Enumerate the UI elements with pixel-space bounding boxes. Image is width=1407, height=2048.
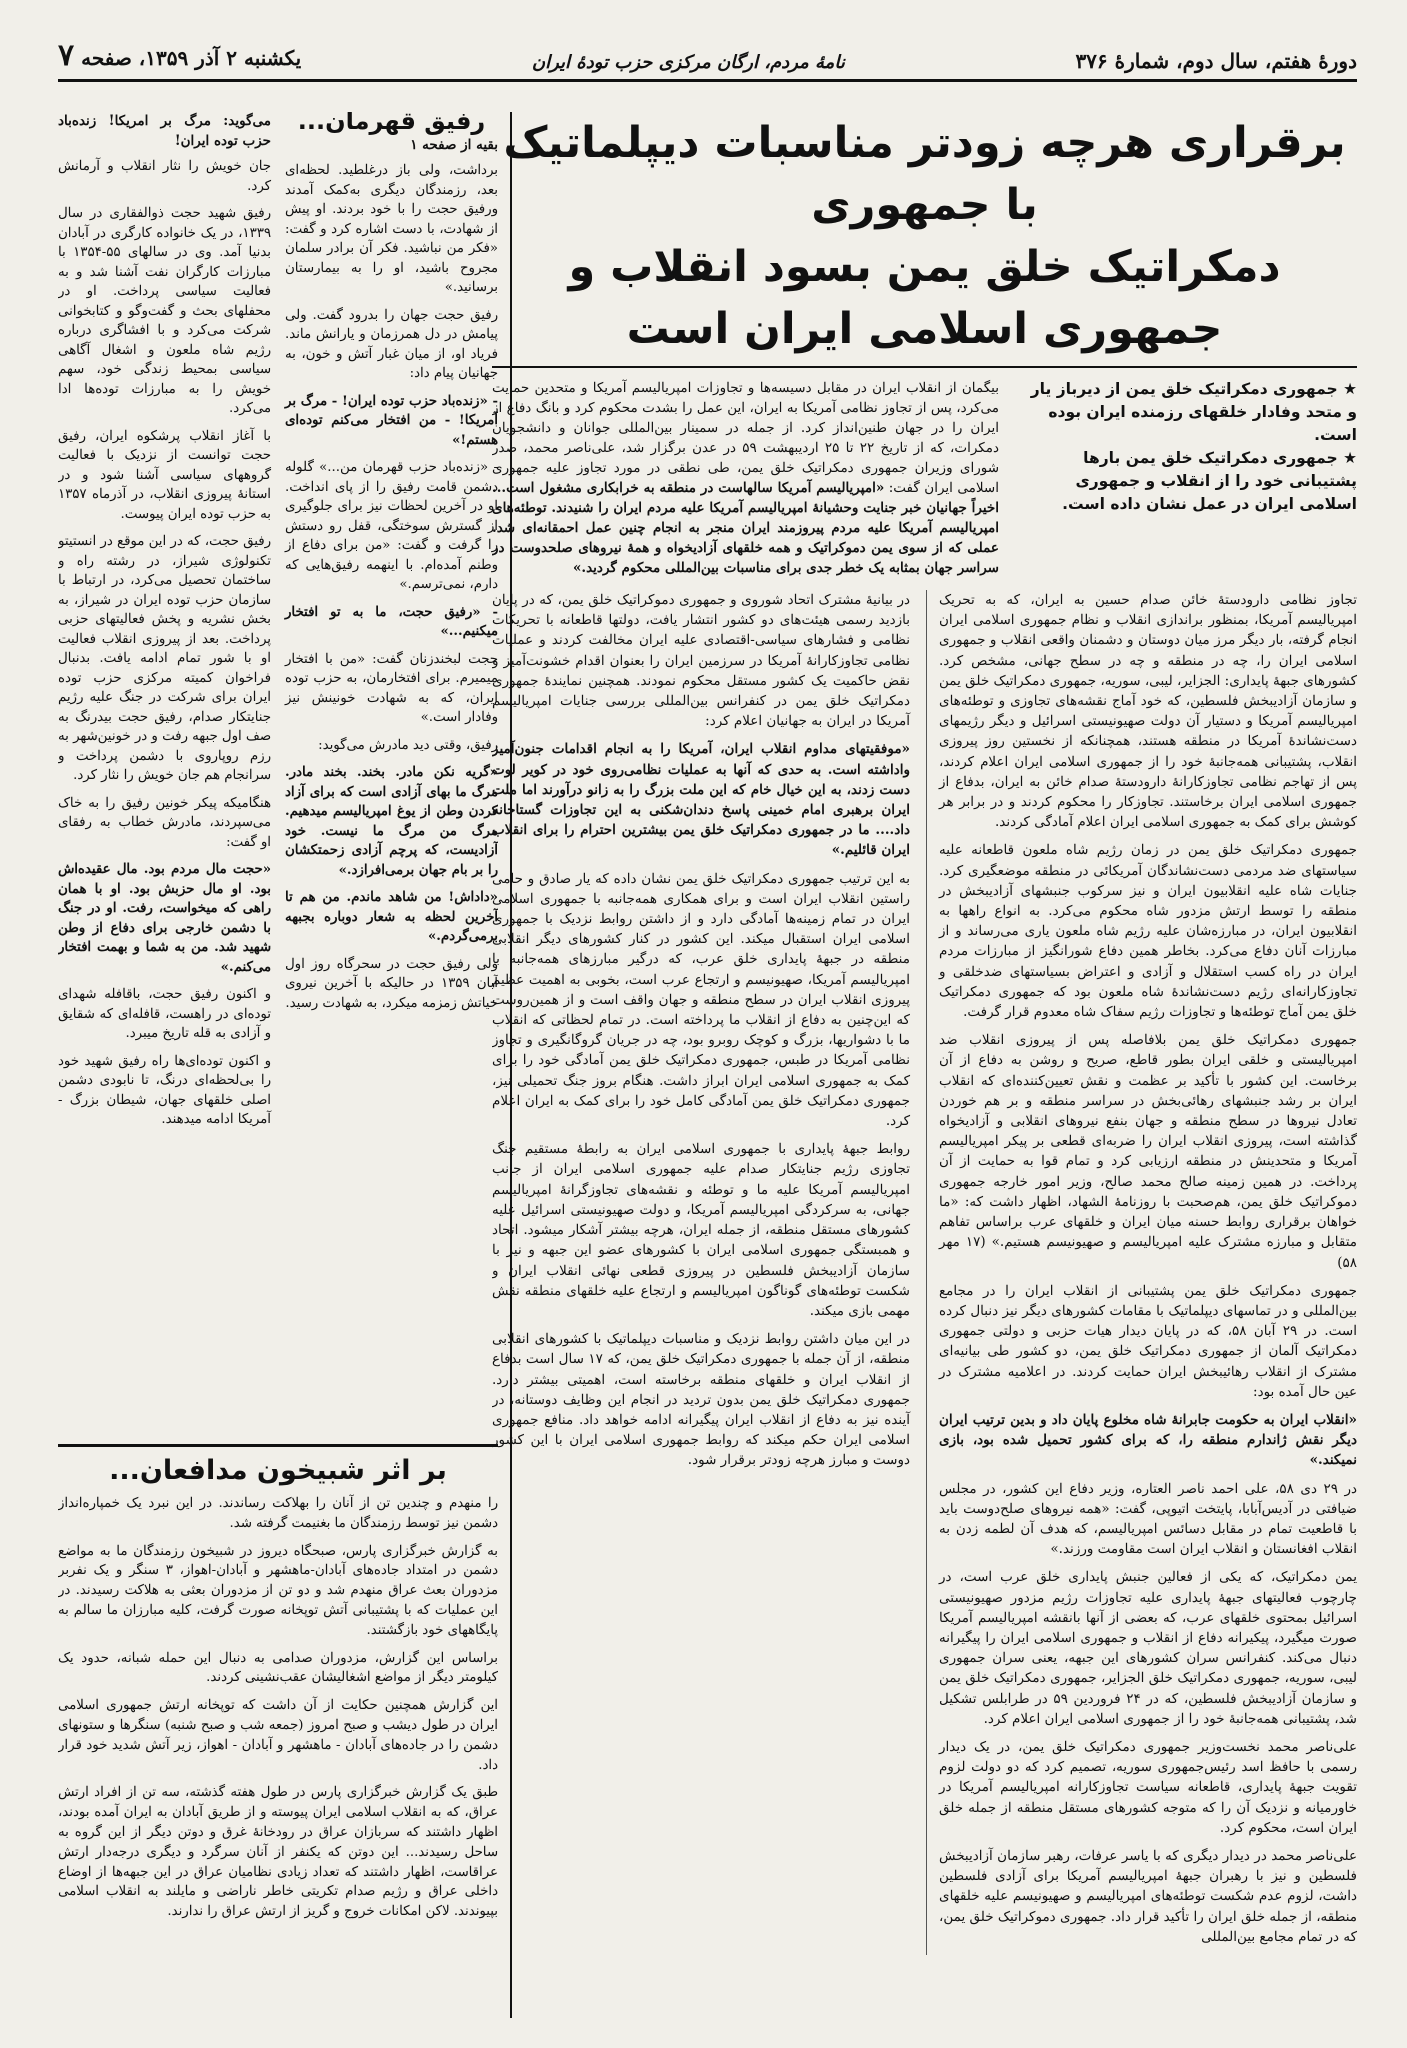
article-body bbox=[492, 590, 1357, 1955]
headline-line-1: برقراری هرچه زودتر مناسبات دیپلماتیک با جمهوری bbox=[503, 118, 1346, 230]
paper-name: نامهٔ مردم، ارگان مرکزی حزب تودهٔ ایران bbox=[531, 52, 845, 73]
page-number: ۷ bbox=[58, 38, 75, 73]
paragraph: رفیق حجت، که در این موقع در انستیتو تکنولوژی شیراز، در رشته راه و ساختمان تحصیل می‌کرد، در ارتباط با سازمان حزب توده ایران در شیراز، به بخش نشریه و پخش فعالیتهای حزبی پرداخت. بعد از پیروزی انقلاب فعالیت او با شور تمام ادامه یافت. بدنبال فراخوان کمیته مرکزی حزب توده ایران برای شرکت در جنگ علیه رژیم جنایتکار صدام، رفیق حجت بیدرنگ به صف اول جبهه رفت و در خونین‌شهر به رزم روپاروی با دشمن پرداخت و سرانجام هم جان خویش را نثار کرد. bbox=[58, 534, 271, 783]
side-column-b bbox=[285, 112, 498, 1432]
paragraph: با آغاز انقلاب پرشکوه ایران، رفیق حجت توانست از نزدیک با فعالیت گروههای سیاسی آشنا شود و در استانهٔ پیروزی انقلاب، در آذرماه ۱۳۵۷ به حزب توده ایران پیوست. bbox=[58, 428, 271, 522]
paragraph: جمهوری دمکراتیک خلق یمن بلافاصله پس از پیروزی انقلاب ضد امپریالیستی و خلقی ایران بطور قاطع، صریح و روشن به دفاع از آن برخاست. این کشور با تأکید بر عظمت و نقش تعیین‌کننده‌ای که انقلاب ایران بر رشد جنبشهای رهائی‌بخش در سراسر منطقه و بر هم خوردن تعادل نیروها در سطح منطقه و جهان بنفع نیروهای انقلابی و آزادیخواه گذاشته است، پیروزی انقلاب ایران را ضربه‌ای قطعی بر پیکر امپریالیسم آمریکا و متحدینش در منطقه ارزیابی کرد و تمام قوا به حمایت از آن پرداخت. در همین زمینه صالح محمد صالح، وزیر امور خارجه جمهوری دموکراتیک خلق یمن، هم‌صحبت با روزنامهٔ الشهاد، اظهار داشت که: «ما خواهان برقراری روابط حسنه میان ایران و خلقهای عرب براساس تفاهم متقابل و مبارزه مشترک علیه امپریالیسم و صهیونیسم هستیم.» (۱۷ مهر ۵۸) bbox=[939, 1032, 1357, 1271]
side-bottom-article bbox=[58, 1444, 498, 1922]
continued-from: بقیه از صفحه ۱ bbox=[410, 136, 498, 153]
side-kicker: می‌گوید: مرگ بر امریکا! زنده‌باد حزب توده ایران! bbox=[58, 113, 271, 149]
paragraph: و اکنون رفیق حجت، باقافله شهدای توده‌ای در راهست، قافله‌ای که شقایق و آزادی به قله تاریخ میبرد. bbox=[58, 987, 271, 1041]
paragraph: جان خویش را نثار انقلاب و آرمانش کرد. bbox=[58, 159, 271, 194]
paragraph: علی‌ناصر محمد در دیدار دیگری که با یاسر عرفات، رهبر سازمان آزادیبخش فلسطین و نیز با رهبران جبههٔ امپریالیسم آمریکا برای آزادی فلسطین داشت، لزوم عدم شکست توطئه‌های امپریالیسم و صهیونیسم علیه خلقهای منطقه، از جمله خلق ایران را تأکید قرار داد. جمهوری دموکراتیک خلق یمن، که در تمام مجامع بین‌المللی bbox=[939, 1847, 1357, 1945]
paragraph: جمهوری دمکراتیک خلق یمن در زمان رژیم شاه ملعون قاطعانه علیه سیاستهای ضد مردمی دست‌نشاندگان آمریکائی در منطقه موضعگیری کرد. جنایات شاه علیه انقلابیون ایران و نیز سرکوب جنبشهای آزادیبخش در منطقه را توسط ارتش مزدور شاه محکوم می‌کرد. به انواع راهها به انقلابیون ایران، در مبارزه‌شان علیه رژیم شاه ملعون یاری می‌رساند و از مبارزات آنان دفاع می‌کرد. بخاطر همین دفاع شورانگیز از مبارزات مردم ایران در راه کسب استقلال و آزادی و اعتراض بسیاستهای ضدخلقی و تجاوزکارانه‌ای رژیم دست‌نشاندهٔ شاه ملعون بود که جمهوری دمکراتیک خلق یمن آماج توطئه‌ها و تجاوزات رژیم سفاک شاه معدوم قرار گرفت. bbox=[939, 842, 1357, 1021]
deck-item: ★ جمهوری دمکراتیک خلق یمن بارها پشتیبانی خود را از انقلاب و جمهوری اسلامی ایران در عمل نشان داده است. bbox=[1062, 449, 1357, 513]
paragraph: ولی رفیق حجت در سحرگاه روز اول آبان ۱۳۵۹ در حالیکه با آخرین نیروی حیاتش زمزمه میکرد، به شهادت رسید. bbox=[285, 956, 498, 1011]
deck-item: ★ جمهوری دمکراتیک خلق یمن از دیرباز یار و متحد وفادار خلقهای رزمنده ایران بوده است. bbox=[1030, 380, 1357, 444]
paragraph: رفیق، وقتی دید مادرش می‌گوید: bbox=[318, 737, 498, 753]
side-article-title: رفیق قهرمان... bbox=[297, 112, 486, 135]
paragraph: برداشت، ولی باز درغلطید. لحظه‌ای بعد، رزمندگان دیگری به‌کمک آمدند ورفیق حجت را با خود بردند. او پیش از شهادت، با دست اشاره کرد و گفت: «فکر من نباشید. فکر آن برادر سلمان مجروح باشید، او را به بیمارستان برسانید.» bbox=[285, 163, 498, 295]
paragraph: «گریه نکن مادر. بخند. بخند مادر. مرگ ما بهای آزادی است که برای آزاد کردن وطن از یوغ امپریالیسم میدهیم. مرگ من مرگ ما نیست. خود آزادیست، که پرچم آزادی زحمتکشان را بر بام جهان برمی‌افرازد.» bbox=[285, 765, 498, 878]
paragraph: - «رفیق حجت، ما به تو افتخار میکنیم...» bbox=[285, 604, 498, 639]
paragraph: «حجت مال مردم بود. مال عقیده‌اش بود. او مال حزبش بود. او با همان راهی که میخواست، رفت. او در جنگ با دشمن خارجی برای دفاع از وطن شهید شد. من به شما و بهمت افتخار می‌کنم.» bbox=[58, 862, 271, 975]
column-rule bbox=[510, 112, 512, 2018]
paragraph: جمهوری دمکراتیک خلق یمن پشتیبانی از انقلاب ایران را در مجامع بین‌المللی و در تماسهای دیپلماتیک با مقامات کشورهای دیگر نیز دنبال کرده است. در ۲۹ آبان ۵۸، که در پایان دیدار هیات حزبی و دولتی جمهوری دمکراتیک آلمان از جمهوری دمکراتیک خلق یمن، دو کشور طی بیانیه‌ای مشترک از انقلاب رهائیبخش ایران حمایت کردند. در اعلامیه مشترک در عین حال آمده بود: bbox=[939, 1282, 1357, 1400]
body-column-middle bbox=[492, 590, 910, 1955]
issue-info: دورهٔ هفتم، سال دوم، شمارهٔ ۳۷۶ bbox=[1075, 49, 1357, 73]
paragraph: «انقلاب ایران به حکومت جابرانهٔ شاه مخلوع پایان داد و بدین ترتیب ایران دیگر نقش ژاندارم منطقه را، که برای کشور تحمیل شده بود، بازی نمیکند.» bbox=[939, 1411, 1357, 1469]
intro-text: بیگمان از انقلاب ایران در مقابل دسیسه‌ها و تجاوزات امپریالیسم آمریکا و متحدین حمایت می‌کرد، پس از تجاوز نظامی آمریکا به ایران، این عمل را بشدت محکوم کرد و بانگ دفاع از ایران را در جهان طنین‌انداز کرد. از جمله در سمینار بین‌المللی جوانان و دانشجویان دمکرات، که از تاریخ ۲۲ تا ۲۵ اردیبهشت ۵۹ در عدن برگزار شد، علی‌ناصر محمد، صدر شورای وزیران جمهوری دمکراتیک خلق یمن، طی نطقی در مورد تجاوز علیه جمهوری اسلامی ایران گفت: bbox=[492, 380, 999, 496]
paragraph: علی‌ناصر محمد نخست‌وزیر جمهوری دمکراتیک خلق یمن، در یک دیدار رسمی با حافظ اسد رئیس‌جمهوری سوریه، تصمیم کرد که دو دولت لزوم تقویت جبههٔ پایداری، قاطعانه سیاست تجاوزکارانه امپریالیسم آمریکا در خاورمیانه و نزدیک آن را که متوجه کشورهای مستقل منطقه از جمله خلق ایران است، محکوم کرد. bbox=[939, 1738, 1357, 1836]
side-top bbox=[58, 112, 498, 1432]
side-columns bbox=[58, 112, 498, 2018]
paragraph: یمن دمکراتیک، که یکی از فعالین جنبش پایداری خلق عرب است، در چارچوب فعالیتهای جبههٔ پایداری علیه تجاوزات رژیم مزدور صهیونیستی اسرائیل بمحتوی خلقهای عرب، که بعضی از آنها بانقشه امپریالیسم آمریکا صورت میگیرد، پیکیرانه دفاع از انقلاب و جمهوری اسلامی ایران را پیگیرانه دنبال می‌کند. کنفرانس سران کشورهای این جبهه، یعنی سران جمهوری لیبی، سوریه، جمهوری دمکراتیک خلق الجزایر، جمهوری دمکراتیک خلق یمن و سازمان آزادیبخش فلسطین، که در ۲۴ فروردین ۵۹ در طرابلس تشکیل شد، پشتیبانی همه‌جانبهٔ خود را از جمهوری اسلامی ایران اعلام کرد. bbox=[939, 1569, 1357, 1727]
paragraph: این گزارش همچنین حکایت از آن داشت که توپخانه ارتش جمهوری اسلامی ایران در طول دیشب و صبح امروز (جمعه شب و صبح شنبه) سنگرها و ستونهای دشمن را در جاده‌های آبادان - ماهشهر و آبادان - اهواز، زیر آتش شدید خود قرار داد. bbox=[58, 1698, 498, 1773]
paragraph: هنگامیکه پیکر خونین رفیق را به خاک می‌سپردند، مادرش خطاب به رفقای او گفت: bbox=[58, 795, 271, 850]
date-and-page bbox=[58, 38, 301, 73]
main-article bbox=[492, 112, 1357, 2018]
paragraph: در بیانیهٔ مشترک اتحاد شوروی و جمهوری دموکراتیک خلق یمن، که در پایان بازدید رسمی هیئت‌های دو کشور انتشار یافت، دولتها قاطعانه با تحریکات نظامی و فشارهای سیاسی-اقتصادی علیه ایران مخالفت کردند و عملیات نظامی تجاوزکارانهٔ آمریکا در سرزمین ایران را بعنوان اقدام خشونت‌آمیز و نقض حاکمیت یک کشور مستقل محکوم نمودند. همچنین نمایندهٔ جمهوری دمکراتیک خلق یمن در کنفرانس بین‌المللی بررسی جنایات امپریالیسم آمریکا در ایران به جهانیان اعلام کرد: bbox=[492, 592, 910, 730]
paragraph: و اکنون توده‌ای‌ها راه رفیق شهید خود را بی‌لحظه‌ای درنگ، تا نابودی دشمن اصلی خلقهای جهان، شیطان بزرگ - آمریکا ادامه میدهند. bbox=[58, 1053, 271, 1127]
paragraph: «موفقیتهای مداوم انقلاب ایران، آمریکا را به انجام اقدامات جنون‌آمیز واداشته است. به حدی که آنها به عملیات نظامی‌روی خود در کویر لوت دست زدند، به این خیال خام که این ملت بزرگ را به زانو درآورند اما ملت ایران برهبری امام خمینی پاسخ دندان‌شکنی به این تجاوزات گستاخانه داد.... ما در جمهوری دمکراتیک خلق یمن بیشترین احترام را برای انقلاب ایران قائلیم.» bbox=[492, 741, 910, 859]
paragraph: رفیق شهید حجت ذوالفقاری در سال ۱۳۳۹، در یک خانواده کارگری در آبادان بدنیا آمد. وی در سالهای ۵۵-۱۳۵۴ با مبارزات کارگران نفت آشنا شد و به فعالیت سیاسی پرداخت. او در محفلهای بحث و گفت‌وگو و کتابخوانی شرکت می‌کرد و با افشاگری درباره رژیم شاه ملعون و اشغال آگاهی سیاسی بمحیط زندگی خود، سهم خویش را به مبارزات توده‌ها ادا می‌کرد. bbox=[58, 206, 271, 416]
page-columns bbox=[58, 112, 1357, 2018]
side-column-a bbox=[58, 112, 271, 1432]
issue-date: یکشنبه ۲ آذر ۱۳۵۹، صفحه bbox=[81, 46, 302, 70]
paragraph: طبق یک گزارش خبرگزاری پارس در طول هفته گذشته، سه تن از افراد ارتش عراق، که به انقلاب اسلامی ایران پیوسته و از طریق آبادان به ایران آمده بودند، اظهار داشتند که سربازان عراق در رودخانهٔ غرق و دوتن دیگر از این گروه به ساحل رسیدند... این دوتن که یکنفر از آنان سرگرد و دیگری درجه‌دار ارتش عراقاست، اظهار داشتند که تعداد زیادی نظامیان عراق در این جبهه‌ها از اوضاع داخلی عراق و رژیم صدام تکریتی خاطر ناراضی و مایلند به انقلاب اسلامی بپیوندند. لاکن امکانات خروج و گریز از ارتش عراق را ندارند. bbox=[58, 1785, 498, 1920]
main-headline bbox=[492, 112, 1357, 368]
article-deck bbox=[1017, 378, 1357, 578]
paragraph: - «زنده‌باد حزب قهرمان من...» گلوله دشمن قامت رفیق را از پای انداخت. او در آخرین لحظات نیز برای جلوگیری از گسترش سوختگی، قفل رو دستش را گرفت و گفت: «من برای دفاع از وطنم آمده‌ام. با اینهمه رفیق‌هایی که دارم، نمی‌ترسم.» bbox=[285, 460, 498, 592]
paragraph: در این میان داشتن روابط نزدیک و مناسبات دیپلماتیک با کشورهای انقلابی منطقه، از آن جمله با جمهوری دمکراتیک خلق یمن، که ۱۷ سال است بدفاع از انقلاب ایران و خلقهای منطقه برخاسته است، اهمیتی بیشتر دارد. جمهوری دمکراتیک خلق یمن بدون تردید در انجام این وظایف دوستانه، در آینده نیز به دفاع از انقلاب ایران پیگیرانه ادامه خواهد داد. منافع جمهوری اسلامی ایران حکم میکند که روابط جمهوری اسلامی ایران با این کشور دوست و مبارز هرچه زودتر برقرار شود. bbox=[492, 1331, 910, 1469]
intro-quote: «امپریالیسم آمریکا سالهاست در منطقه به خرابکاری مشغول است... اخیراً جهانیان خبر جنایت وحشیانهٔ امپریالیسم آمریکا علیه مردم ایران را شنیدند. توطئه‌های امپریالیسم آمریکا علیه مردم پیروزمند ایران منجر به انجام چنین عمل احمقانه‌ای شد. عملی که از سوی یمن دموکراتیک و همه خلقهای آزادیخواه و همهٔ نیروهای صلحدوست در سراسر جهان بمثابه یک خطر جدی برای مناسبات بین‌المللی محکوم گردید.» bbox=[492, 480, 999, 576]
bottom-article-title: بر اثر شبیخون مدافعان... bbox=[109, 1455, 447, 1486]
deck-and-intro bbox=[492, 378, 1357, 578]
paragraph: به این ترتیب جمهوری دمکراتیک خلق یمن نشان داده که یار صادق و حامی راستین انقلاب ایران است و برای همکاری همه‌جانبه با جمهوری اسلامی ایران در تمام زمینه‌ها آمادگی دارد و از داشتن روابط نزدیک با جمهوری اسلامی ایران استقبال میکند. این کشور در کنار کشورهای دیگر انقلابی منطقه در جبههٔ پایداری خلق عرب، که درگیر مبارزهای همه‌جانبه با امپریالیسم آمریکا، صهیونیسم و ارتجاع عرب است، بخوبی به اهمیت عظیم پیروزی انقلاب ایران در سطح منطقه و جهان واقف است و از همین‌روست که این‌چنین به دفاع از انقلاب ما پرداخته است. در تمام لحظاتی که انقلاب ما با دشواریها، بزرگ و کوچک روبرو بود، چه در جریان گروگانگیری و تجاوز نظامی آمریکا در طبس، جمهوری دمکراتیک خلق یمن آمادگی خود را برای کمک به جمهوری اسلامی ایران ابراز داشت. هنگام بروز جنگ تحمیلی نیز، جمهوری دمکراتیک خلق یمن آمادگی کامل خود را برای کمک به ایران اعلام کرد. bbox=[492, 870, 910, 1130]
paragraph: را منهدم و چندین تن از آنان را بهلاکت رساندند. در این نبرد یک خمپاره‌انداز دشمن نیز توسط رزمندگان ما بغنیمت گرفته شد. bbox=[58, 1496, 498, 1531]
paragraph: حجت لبخند‌زنان گفت: «من با افتخار میمیرم. برای افتخارمان، به حزب توده ایران، که به شهادت خونینش نیز وفادار است.» bbox=[285, 651, 498, 725]
article-intro bbox=[492, 378, 999, 578]
paragraph: رفیق حجت جهان را بدرود گفت. ولی پیامش در دل همرزمان و یارانش ماند. فریاد او، از میان غبار آتش و خون، به جهانیان پیام داد: bbox=[285, 307, 498, 381]
body-column-right bbox=[926, 590, 1357, 1955]
paragraph: براساس این گزارش، مزدوران صدامی به دنبال این حمله شبانه، حدود یک کیلومتر دیگر از مواضع اشغالیشان عقب‌نشینی کردند. bbox=[58, 1650, 498, 1686]
bottom-article-body bbox=[58, 1494, 498, 1922]
paragraph: در ۲۹ دی ۵۸، علی احمد ناصر العتاره، وزیر دفاع این کشور، در مجلس ضیافتی در آدیس‌آبابا، پایتخت اتیوپی، گفت: «همه نیروهای صلح‌دوست باید با قاطعیت تمام در مقابل دسائس امپریالیسم، که هدف آن لطمه زدن به انقلاب افغانستان و انقلاب ایران است مقاومت ورزند.» bbox=[939, 1480, 1357, 1558]
paragraph: «داداش! من شاهد ماندم. من هم تا آخرین لحظه به شعار دوباره بجبهه برمی‌گردم.» bbox=[285, 890, 498, 944]
headline-line-2: دمکراتیک خلق یمن بسود انقلاب و جمهوری اسلامی ایران است bbox=[568, 242, 1281, 354]
paragraph: روابط جبههٔ پایداری با جمهوری اسلامی ایران به رابطهٔ مستقیم جنگ تجاوزی رژیم جنایتکار صدام علیه جمهوری اسلامی ایران از جانب امپریالیسم آمریکا علیه ما و توطئه و نقشه‌های تجاوزگرانهٔ امپریالیسم جهانی، به سرکردگی امپریالیسم آمریکا، و دولت صهیونیستی اسرائیل علیه کشورهای مستقل منطقه، از جمله ایران، هرچه بیشتر آشکار میشود. اتحاد و همبستگی جمهوری اسلامی ایران با کشورهای عضو این جبهه و نیز با سازمان آزادیبخش فلسطین در پیروزی قطعی نهائی انقلاب ایران و شکست توطئه‌های گوناگون امپریالیسم و ارتجاع علیه خلقهای منطقه نقش مهمی بازی میکند. bbox=[492, 1141, 910, 1319]
paragraph: - «زنده‌باد حزب توده ایران! - مرگ بر آمریکا! - من افتخار می‌کنم توده‌ای هستم!» bbox=[285, 393, 498, 448]
paragraph: به گزارش خبرگزاری پارس، صبحگاه دیروز در شبیخون رزمندگان ما به مواضع دشمن در امتداد جاده‌های آبادان-ماهشهر و آبادان-اهواز، ۳ سنگر و یک نفربر مزدوران بعث عراق منهدم شد و دو تن از مزدوران بعثی به هلاکت رسیدند. در این عملیات که با پشتیبانی آتش توپخانه صورت گرفت، کلیه مبارزان ما سالم به پایگاههای خود بازگشتند. bbox=[58, 1543, 498, 1638]
masthead bbox=[58, 38, 1357, 82]
paragraph: تجاوز نظامی دارودستهٔ خائن صدام حسین به ایران، که به تحریک امپریالیسم آمریکا، بمنظور براندازی انقلاب و نظام جمهوری اسلامی ایران انجام گرفته، بار دیگر مرز میان دوستان و دشمنان واقعی انقلاب و جمهوری اسلامی ایران را، چه در منطقه و چه در سطح جهانی، مشخص کرد. کشورهای جبههٔ پایداری: الجزایر، لیبی، سوریه، جمهوری دمکراتیک خلق یمن و سازمان آزادیبخش فلسطین، که خود آماج نقشه‌های تجاوزی و توطئه‌های امپریالیسم آمریکا و دستیار آن دولت صهیونیستی اسرائیل و دیگر رژیمهای دست‌نشاندهٔ آمریکا در منطقه هستند، همچنانکه از نخستین روز پیروزی انقلاب، پشتیبانی همه‌جانبهٔ خود را از جمهوری اسلامی ایران اعلام کردند، پس از تهاجم نظامی تجاوزکارانهٔ دارودستهٔ صدام خائن به ایران، بدفاع از جمهوری اسلامی ایران برخاستند. تجاوزکار را محکوم کردند و در برابر هر کوشش برای کمک به جمهوری اسلامی ایران اعلام آمادگی کردند. bbox=[939, 592, 1357, 831]
